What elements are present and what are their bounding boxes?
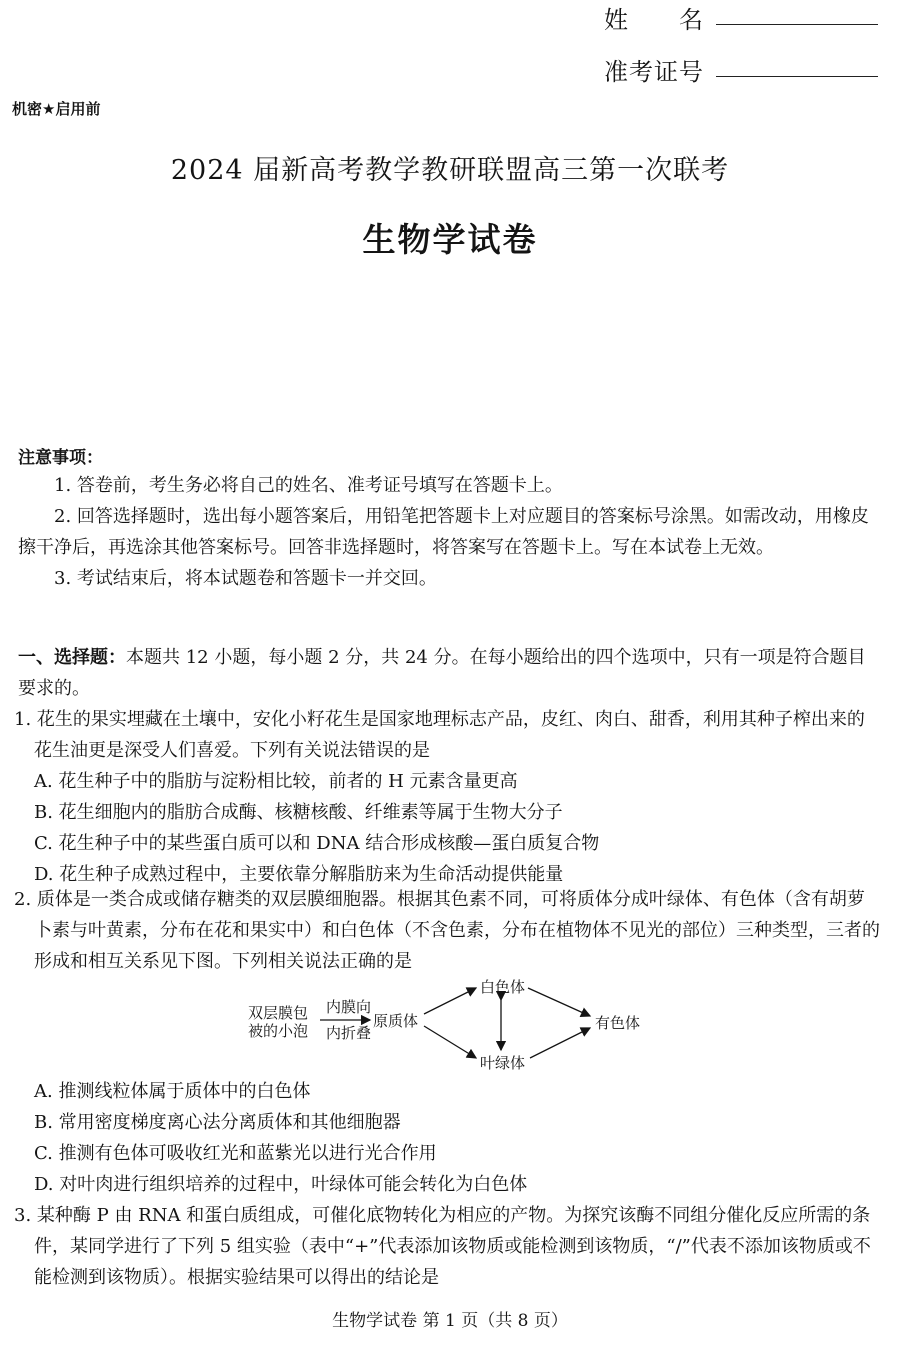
- subject-title: 生物学试卷: [362, 220, 538, 259]
- option-b[interactable]: B. 常用密度梯度离心法分离质体和其他细胞器: [34, 1112, 401, 1133]
- exam-title: 2024 届新高考教学教研联盟高三第一次联考: [170, 155, 730, 186]
- question-stem: 3. 某种酶 P 由 RNA 和蛋白质组成，可催化底物转化为相应的产物。为探究该酶不同组分催化反应所需的条件，某同学进行了下列 5 组实验（表中“+”代表添加该物质或能检测到该物质，“/”代表不添加该物质或不能检测到该物质）。根据实验结果可以得出的结论是: [14, 1205, 871, 1288]
- diagram-arrow-label-top: 内膜向: [326, 998, 372, 1016]
- name-field-line[interactable]: [716, 24, 878, 25]
- option-d[interactable]: D. 对叶肉进行组织培养的过程中，叶绿体可能会转化为白色体: [34, 1174, 528, 1195]
- notice-heading: 注意事项：: [18, 448, 103, 468]
- question-1: [14, 704, 882, 890]
- question-2-options: [14, 1076, 882, 1200]
- section-one: [18, 642, 882, 704]
- notice-list: [18, 470, 882, 594]
- page-footer: 生物学试卷 第 1 页（共 8 页）: [332, 1311, 568, 1331]
- notice-item: 1. 答卷前，考生务必将自己的姓名、准考证号填写在答题卡上。: [54, 475, 563, 496]
- diagram-arrow-to-leucoplast: [424, 988, 476, 1014]
- option-a[interactable]: A. 花生种子中的脂肪与淀粉相比较，前者的 H 元素含量更高: [34, 771, 518, 792]
- diagram-arrow-leuco-chromo: [528, 988, 590, 1016]
- diagram-proplastid: 原质体: [373, 1012, 419, 1030]
- section-one-heading: 一、选择题：: [18, 647, 126, 668]
- name-label: 姓 名: [604, 6, 704, 34]
- diagram-chloroplast: 叶绿体: [480, 1054, 526, 1072]
- confidential-mark: 机密★启用前: [12, 100, 101, 118]
- diagram-arrow-chloro-chromo: [530, 1028, 590, 1058]
- diagram-arrow-label-bottom: 内折叠: [326, 1024, 372, 1042]
- plastid-diagram: [240, 976, 680, 1080]
- diagram-source-line2: 被的小泡: [248, 1022, 309, 1040]
- notice-item: 3. 考试结束后，将本试题卷和答题卡一并交回。: [54, 568, 437, 589]
- option-b[interactable]: B. 花生细胞内的脂肪合成酶、核糖核酸、纤维素等属于生物大分子: [34, 802, 563, 823]
- notice-item: 2. 回答选择题时，选出每小题答案后，用铅笔把答题卡上对应题目的答案标号涂黑。如需改动，用橡皮擦干净后，再选涂其他答案标号。回答非选择题时，将答案写在答题卡上。写在本试卷上无效。: [18, 506, 869, 558]
- diagram-leucoplast: 白色体: [480, 978, 526, 996]
- diagram-chromoplast: 有色体: [595, 1014, 641, 1032]
- option-c[interactable]: C. 花生种子中的某些蛋白质可以和 DNA 结合形成核酸—蛋白质复合物: [34, 833, 600, 854]
- exam-id-field-line[interactable]: [716, 76, 878, 77]
- option-c[interactable]: C. 推测有色体可吸收红光和蓝紫光以进行光合作用: [34, 1143, 437, 1164]
- diagram-arrow-to-chloroplast: [424, 1026, 476, 1058]
- question-3: [14, 1200, 882, 1293]
- diagram-source-line1: 双层膜包: [248, 1004, 309, 1022]
- question-stem: 1. 花生的果实埋藏在土壤中，安化小籽花生是国家地理标志产品，皮红、肉白、甜香，利用其种子榨出来的花生油更是深受人们喜爱。下列有关说法错误的是: [14, 709, 865, 761]
- option-d[interactable]: D. 花生种子成熟过程中，主要依靠分解脂肪来为生命活动提供能量: [34, 864, 564, 885]
- question-stem: 2. 质体是一类合成或储存糖类的双层膜细胞器。根据其色素不同，可将质体分成叶绿体、有色体（含有胡萝卜素与叶黄素，分布在花和果实中）和白色体（不含色素，分布在植物体不见光的部位）三种类型，三者的形成和相互关系见下图。下列相关说法正确的是: [14, 889, 880, 972]
- section-one-desc: 本题共 12 小题，每小题 2 分，共 24 分。在每小题给出的四个选项中，只有一项是符合题目要求的。: [18, 647, 866, 699]
- question-2: [14, 884, 882, 977]
- exam-id-label: 准考证号: [604, 58, 704, 86]
- option-a[interactable]: A. 推测线粒体属于质体中的白色体: [34, 1081, 311, 1102]
